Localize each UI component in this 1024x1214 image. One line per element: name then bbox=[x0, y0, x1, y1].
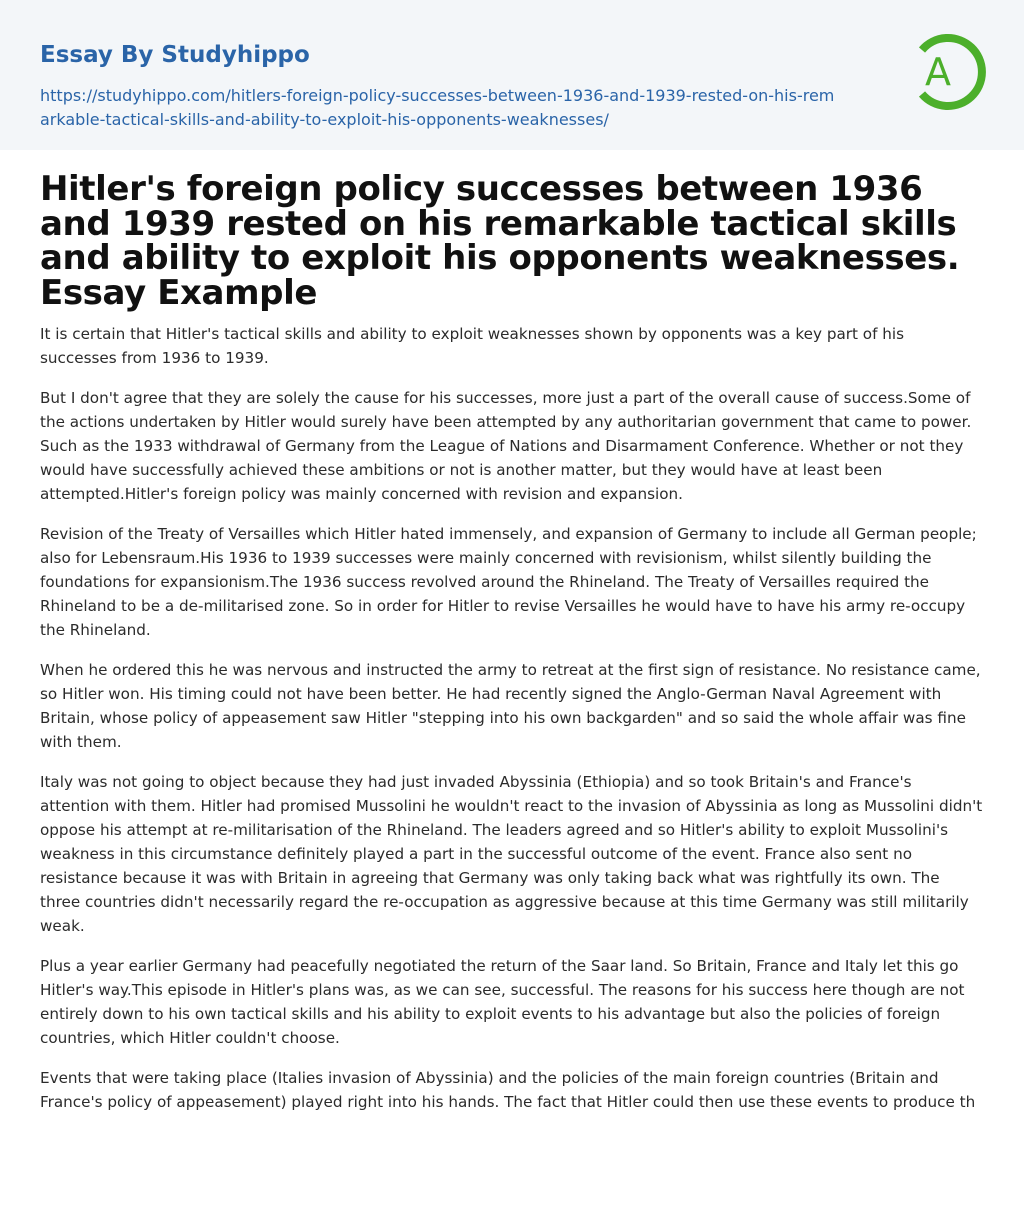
paragraph: Events that were taking place (Italies invasion of Abyssinia) and the policies of the main foreign countries (Britain and France's policy of appeasement) played right into his hands. The fact that Hitler could then use these events to produce th bbox=[40, 1069, 976, 1111]
paragraph: But I don't agree that they are solely the cause for his successes, more just a part of the overall cause of success.Some of the actions undertaken by Hitler would surely have been attempted by any authoritarian government that came to power. Such as the 1933 withdrawal of Germany from the League of Nations and Disarmament Conference. Whether or not they would have successfully achieved these ambitions or not is another matter, but they would have at least been attempted.Hitler's foreign policy was mainly concerned with revision and expansion. bbox=[40, 389, 972, 503]
studyhippo-logo-icon[interactable] bbox=[912, 28, 986, 116]
essay-title: Hitler's foreign policy successes between 1936 and 1939 rested on his remarkable tactical skills and ability to exploit his opponents weaknesses. Essay Example bbox=[40, 169, 960, 313]
paragraph: When he ordered this he was nervous and instructed the army to retreat at the first sign of resistance. No resistance came, so Hitler won. His timing could not have been better. He had recently signed the Anglo-German Naval Agreement with Britain, whose policy of appeasement saw Hitler "stepping into his own backgarden" and so said the whole affair was fine with them. bbox=[40, 661, 981, 751]
logo-letter: A bbox=[925, 50, 951, 94]
essay-url-link[interactable]: https://studyhippo.com/hitlers-foreign-policy-successes-between-1936-and-1939-rested-on-his-remarkable-tactical-skills-and-ability-to-exploit-his-opponents-weaknesses/ bbox=[40, 86, 835, 129]
site-header bbox=[0, 0, 1024, 150]
paragraph: Plus a year earlier Germany had peacefully negotiated the return of the Saar land. So Britain, France and Italy let this go Hitler's way.This episode in Hitler's plans was, as we can see, successful. The reasons for his success here though are not entirely down to his own tactical skills and his ability to exploit events to his advantage but also the policies of foreign countries, which Hitler couldn't choose. bbox=[40, 957, 965, 1047]
site-brand[interactable]: Essay By Studyhippo bbox=[40, 42, 310, 68]
paragraph: It is certain that Hitler's tactical skills and ability to exploit weaknesses shown by opponents was a key part of his successes from 1936 to 1939. bbox=[40, 325, 905, 367]
paragraph: Italy was not going to object because they had just invaded Abyssinia (Ethiopia) and so took Britain's and France's attention with them. Hitler had promised Mussolini he wouldn't react to the invasion of Abyssinia as long as Mussolini didn't oppose his attempt at re-militarisation of the Rhineland. The leaders agreed and so Hitler's ability to exploit Mussolini's weakness in this circumstance definitely played a part in the successful outcome of the event. France also sent no resistance because it was with Britain in agreeing that Germany was only taking back what was rightfully its own. The three countries didn't necessarily regard the re-occupation as aggressive because at this time Germany was still militarily weak. bbox=[40, 773, 983, 935]
essay-body bbox=[40, 322, 984, 1114]
paragraph: Revision of the Treaty of Versailles which Hitler hated immensely, and expansion of Germany to include all German people; also for Lebensraum.His 1936 to 1939 successes were mainly concerned with revisionism, whilst silently building the foundations for expansionism.The 1936 success revolved around the Rhineland. The Treaty of Versailles required the Rhineland to be a de-militarised zone. So in order for Hitler to revise Versailles he would have to have his army re-occupy the Rhineland. bbox=[40, 525, 977, 639]
